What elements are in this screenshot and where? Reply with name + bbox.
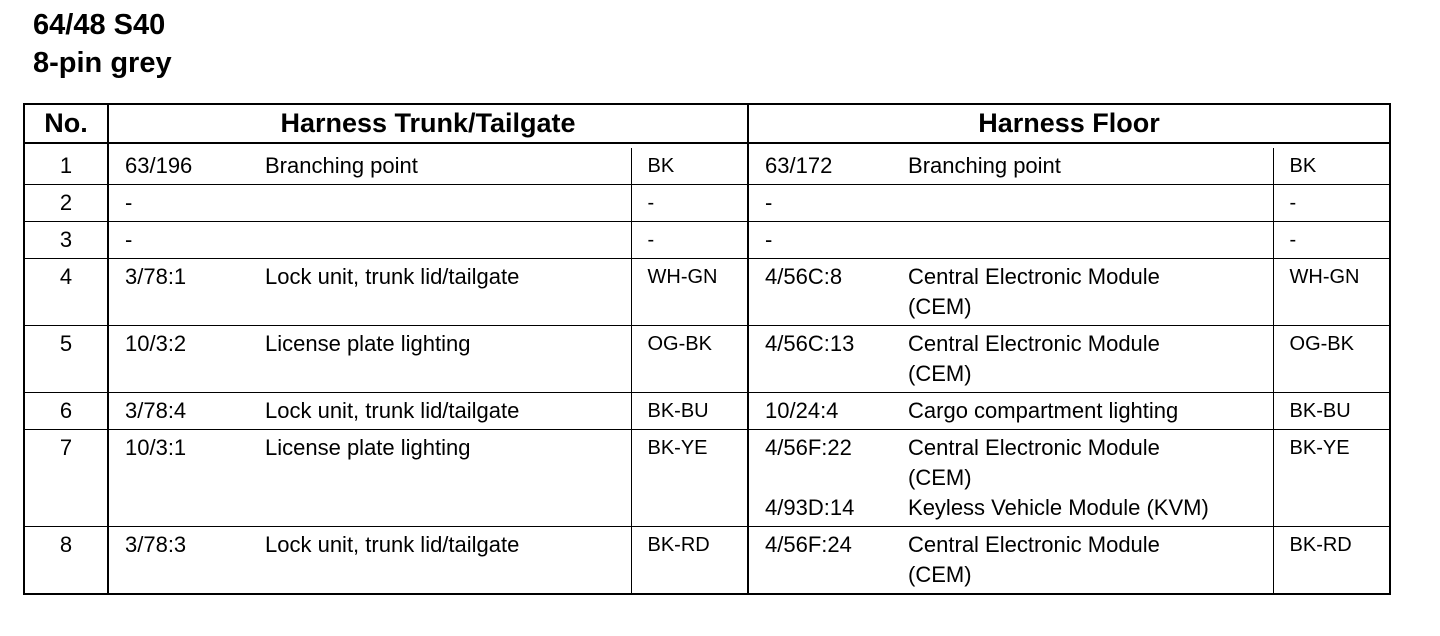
table-row <box>24 259 1390 326</box>
pin-number: 5 <box>24 326 108 393</box>
floor-code <box>765 292 891 322</box>
trunk-description: Lock unit, trunk lid/tailgate <box>265 532 520 557</box>
trunk-description: License plate lighting <box>248 326 631 393</box>
floor-codes <box>748 259 891 326</box>
floor-codes <box>748 326 891 393</box>
trunk-code: - <box>108 185 248 222</box>
floor-descriptions <box>891 326 1273 393</box>
pin-number: 7 <box>24 430 108 527</box>
floor-description: Central Electronic Module <box>908 532 1160 557</box>
trunk-code: - <box>108 222 248 259</box>
trunk-description: Lock unit, trunk lid/tailgate <box>248 393 631 430</box>
floor-codes <box>748 185 891 222</box>
trunk-description: Branching point <box>248 148 631 185</box>
table-row <box>24 527 1390 595</box>
floor-code <box>765 560 891 590</box>
trunk-code: 3/78:4 <box>108 393 248 430</box>
table-body <box>24 148 1390 594</box>
floor-code: 4/56F:24 <box>765 532 852 557</box>
connector-id: 64/48 S40 <box>33 9 166 41</box>
floor-wire-color: BK-BU <box>1273 393 1390 430</box>
pin-number: 1 <box>24 148 108 185</box>
floor-description: Branching point <box>908 153 1061 178</box>
trunk-description: License plate lighting <box>248 430 631 527</box>
floor-wire-color: OG-BK <box>1273 326 1390 393</box>
floor-code: - <box>765 190 773 215</box>
floor-code: 63/172 <box>765 153 833 178</box>
trunk-description <box>248 185 631 222</box>
connector-title <box>33 6 172 82</box>
floor-codes <box>748 222 891 259</box>
floor-code <box>765 359 891 389</box>
floor-description: (CEM) <box>908 294 972 319</box>
floor-code: 10/24:4 <box>765 398 839 423</box>
floor-descriptions <box>891 430 1273 527</box>
floor-description <box>908 188 1273 218</box>
pin-number: 4 <box>24 259 108 326</box>
floor-description: (CEM) <box>908 465 972 490</box>
table-row <box>24 185 1390 222</box>
header-row <box>24 104 1390 143</box>
header-floor: Harness Floor <box>748 104 1390 143</box>
connector-type: 8-pin grey <box>33 47 172 79</box>
pin-table <box>23 103 1391 595</box>
trunk-wire-color: OG-BK <box>631 326 748 393</box>
trunk-wire-color: BK-RD <box>631 527 748 595</box>
floor-wire-color: BK-YE <box>1273 430 1390 527</box>
trunk-wire-color: WH-GN <box>631 259 748 326</box>
table-row <box>24 148 1390 185</box>
floor-description: (CEM) <box>908 361 972 386</box>
floor-description: Central Electronic Module <box>908 435 1160 460</box>
floor-description: Central Electronic Module <box>908 264 1160 289</box>
table-row <box>24 393 1390 430</box>
header-no: No. <box>24 104 108 143</box>
floor-code: 4/56C:8 <box>765 264 843 289</box>
trunk-code: 10/3:2 <box>108 326 248 393</box>
floor-codes <box>748 527 891 595</box>
pin-number: 2 <box>24 185 108 222</box>
trunk-description <box>248 222 631 259</box>
floor-wire-color: BK <box>1273 148 1390 185</box>
table-row <box>24 222 1390 259</box>
trunk-wire-color: BK-YE <box>631 430 748 527</box>
header-trunk: Harness Trunk/Tailgate <box>108 104 748 143</box>
table-row <box>24 326 1390 393</box>
floor-code: 4/93D:14 <box>765 495 855 520</box>
trunk-wire-color: BK-BU <box>631 393 748 430</box>
floor-descriptions <box>891 185 1273 222</box>
floor-codes <box>748 430 891 527</box>
floor-description: Keyless Vehicle Module (KVM) <box>908 495 1209 520</box>
floor-wire-color: - <box>1273 185 1390 222</box>
trunk-description: Lock unit, trunk lid/tailgate <box>248 259 631 326</box>
floor-wire-color: WH-GN <box>1273 259 1390 326</box>
floor-description: Cargo compartment lighting <box>908 398 1179 423</box>
floor-wire-color: BK-RD <box>1273 527 1390 595</box>
floor-descriptions <box>891 148 1273 185</box>
trunk-wire-color: BK <box>631 148 748 185</box>
trunk-wire-color: - <box>631 222 748 259</box>
floor-description: Central Electronic Module <box>908 331 1160 356</box>
trunk-code: 3/78:1 <box>108 259 248 326</box>
floor-code: 4/56C:13 <box>765 331 855 356</box>
pin-number: 6 <box>24 393 108 430</box>
floor-description <box>908 225 1273 255</box>
trunk-code: 63/196 <box>108 148 248 185</box>
floor-wire-color: - <box>1273 222 1390 259</box>
floor-code: - <box>765 227 773 252</box>
trunk-wire-color: - <box>631 185 748 222</box>
floor-description: (CEM) <box>908 562 972 587</box>
floor-descriptions <box>891 259 1273 326</box>
table-row <box>24 430 1390 527</box>
floor-descriptions <box>891 222 1273 259</box>
pin-number: 8 <box>24 527 108 595</box>
trunk-code: 10/3:1 <box>108 430 248 527</box>
trunk-code: 3/78:3 <box>125 532 187 557</box>
pin-number: 3 <box>24 222 108 259</box>
floor-codes <box>748 393 891 430</box>
floor-descriptions <box>891 393 1273 430</box>
floor-code <box>765 463 891 493</box>
floor-code: 4/56F:22 <box>765 435 852 460</box>
floor-codes <box>748 148 891 185</box>
floor-descriptions <box>891 527 1273 595</box>
